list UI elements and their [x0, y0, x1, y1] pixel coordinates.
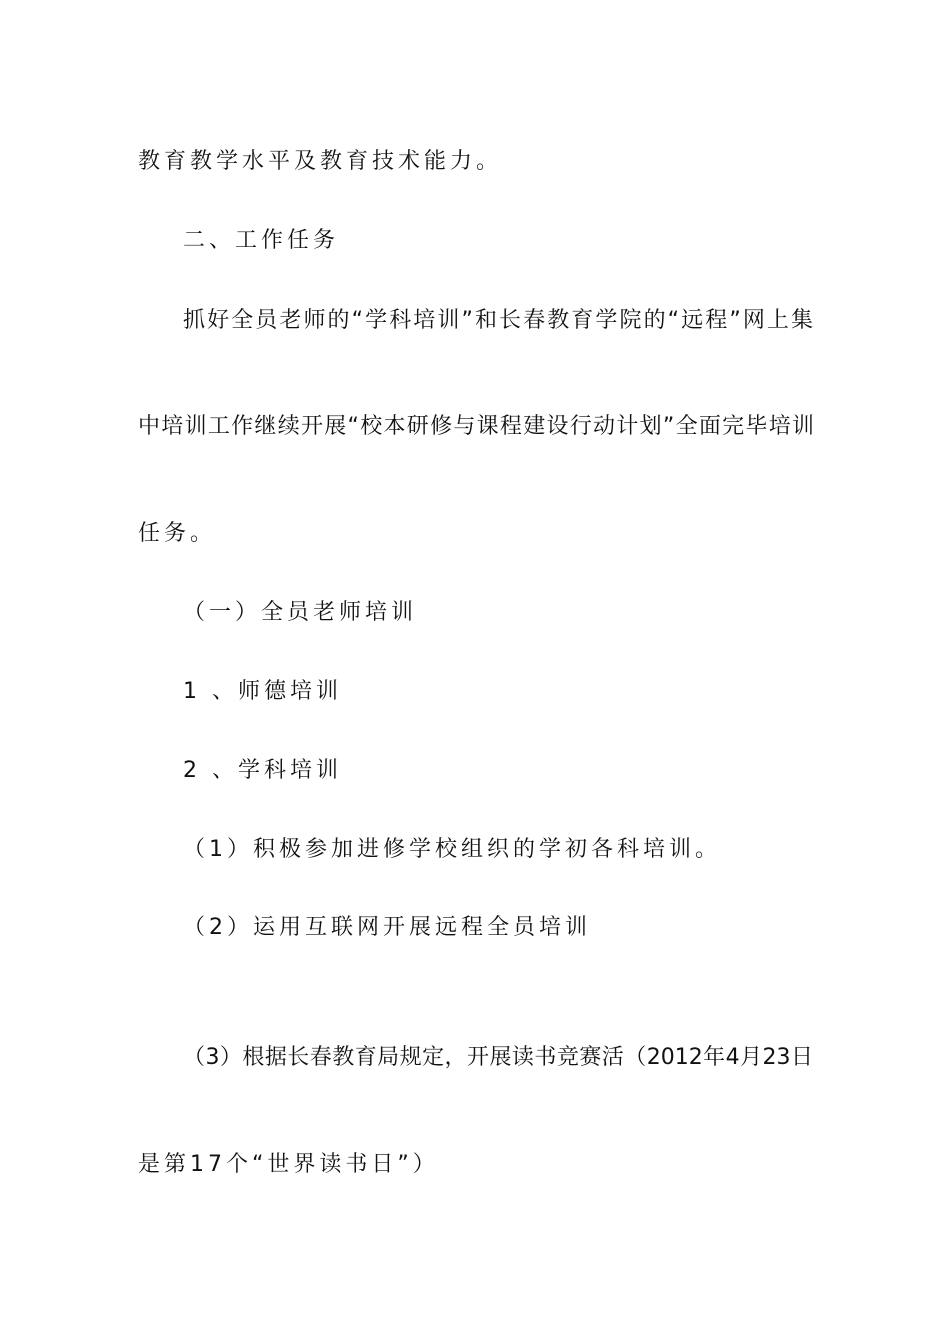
list-item: （2）运用互联网开展远程全员培训	[183, 915, 591, 940]
paragraph-line: 任务。	[138, 521, 217, 546]
list-item: 2 、学科培训	[183, 758, 342, 783]
list-item: 1 、师德培训	[183, 679, 342, 704]
list-item: （3）根据长春教育局规定，开展读书竞赛活（2012年4月23日	[183, 1045, 813, 1070]
paragraph-line: 中培训工作继续开展“校本研修与课程建设行动计划”全面完毕培训	[138, 414, 814, 439]
paragraph-line: 教育教学水平及教育技术能力。	[138, 149, 503, 174]
section-heading: 二、工作任务	[183, 228, 340, 253]
subsection-heading: （一）全员老师培训	[183, 600, 418, 625]
paragraph-line: 是第17个“世界读书日”）	[138, 1152, 439, 1177]
paragraph-line: 抓好全员老师的“学科培训”和长春教育学院的“远程”网上集	[183, 308, 813, 333]
list-item: （1）积极参加进修学校组织的学初各科培训。	[183, 837, 721, 862]
